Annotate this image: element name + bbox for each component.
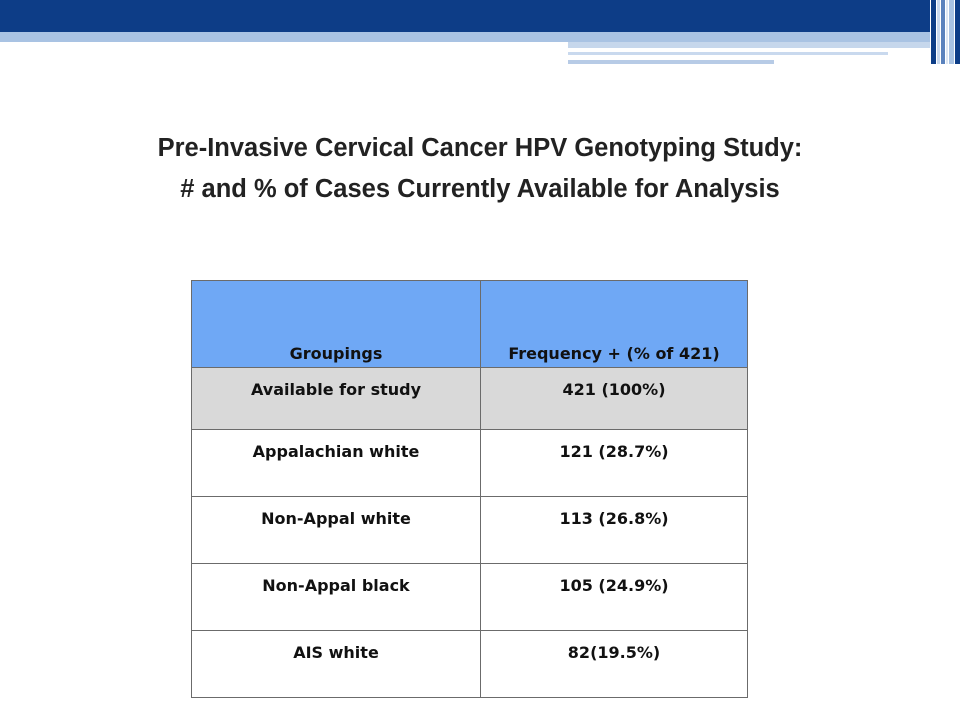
frequency-cell: 82(19.5%): [481, 631, 748, 698]
table-row: [192, 564, 748, 631]
frequency-cell: 421 (100%): [481, 368, 748, 430]
slide-title: [40, 128, 920, 210]
banner-stripe: [937, 0, 940, 64]
table-row: [192, 631, 748, 698]
grouping-cell: Non-Appal white: [192, 497, 481, 564]
banner-stripe: [946, 0, 948, 64]
banner-bar-main: [0, 0, 930, 32]
banner-bar-accent: [568, 42, 930, 48]
banner-line: [568, 52, 888, 55]
banner-stripe: [931, 0, 936, 64]
table-row: [192, 497, 748, 564]
header-frequency: Frequency + (% of 421): [481, 281, 748, 368]
frequency-cell: 121 (28.7%): [481, 430, 748, 497]
grouping-cell: Available for study: [192, 368, 481, 430]
banner-stripe: [941, 0, 945, 64]
grouping-cell: AIS white: [192, 631, 481, 698]
table-header-row: [192, 281, 748, 368]
banner-stripe: [949, 0, 954, 64]
frequency-cell: 113 (26.8%): [481, 497, 748, 564]
cases-table: [191, 280, 748, 698]
frequency-cell: 105 (24.9%): [481, 564, 748, 631]
title-line-1: Pre-Invasive Cervical Cancer HPV Genotyping Study:: [157, 134, 803, 162]
banner-line: [568, 60, 774, 64]
grouping-cell: Non-Appal black: [192, 564, 481, 631]
table-row: [192, 430, 748, 497]
title-line-2: # and % of Cases Currently Available for Analysis: [180, 175, 780, 203]
table-row: [192, 368, 748, 430]
grouping-cell: Appalachian white: [192, 430, 481, 497]
header-banner: [0, 0, 960, 70]
banner-bar-light: [0, 32, 930, 42]
banner-stripe: [955, 0, 960, 64]
header-groupings: Groupings: [192, 281, 481, 368]
